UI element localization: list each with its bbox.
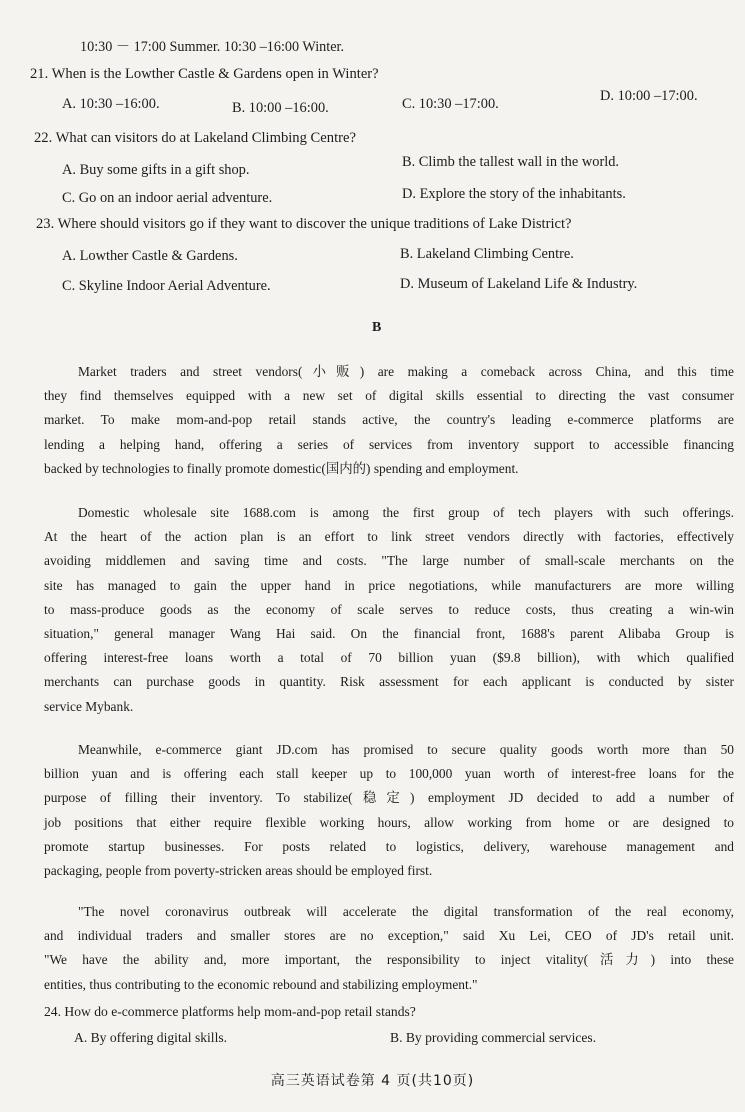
question-22-stem: 22. What can visitors do at Lakeland Climbing Centre? <box>34 130 356 146</box>
passage-paragraph-3 <box>44 738 734 883</box>
page-footer: 高三英语试卷第 4 页(共10页) <box>270 1073 475 1089</box>
passage-paragraph-4 <box>44 900 734 997</box>
question-24-stem: 24. How do e-commerce platforms help mom-and-pop retail stands? <box>44 1004 416 1019</box>
question-21-option-c: C. 10:30 –17:00. <box>402 96 499 112</box>
passage-line: situation," general manager Wang Hai said. On the financial front, 1688's parent Alibaba Group is <box>44 626 734 642</box>
passage-line: merchants can purchase goods in quantity. Risk assessment for each applicant is conducted by sister <box>44 674 734 690</box>
passage-line: backed by technologies to finally promote domestic(国内的) spending and employment. <box>44 460 519 476</box>
passage-line: Domestic wholesale site 1688.com is among the first group of tech players with such offerings. <box>78 505 734 520</box>
passage-line: purpose of filling their inventory. To stabilize(稳定) employment JD decided to add a number of <box>44 790 734 806</box>
question-22-option-b: B. Climb the tallest wall in the world. <box>402 154 620 170</box>
passage-line: packaging, people from poverty-stricken areas should be employed first. <box>44 863 433 879</box>
question-23-option-c: C. Skyline Indoor Aerial Adventure. <box>62 278 271 294</box>
question-23-option-a: A. Lowther Castle & Gardens. <box>62 248 238 264</box>
question-21-option-a: A. 10:30 –16:00. <box>62 96 160 112</box>
passage-line: and individual traders and smaller stores are no exception," said Xu Lei, CEO of JD's retail unit. <box>44 928 734 944</box>
passage-line: Meanwhile, e-commerce giant JD.com has promised to secure quality goods worth more than 50 <box>78 742 734 757</box>
passage-line: "We have the ability and, more important, the responsibility to inject vitality(活力) into these <box>44 952 734 968</box>
passage-line: "The novel coronavirus outbreak will accelerate the digital transformation of the real economy, <box>78 904 734 919</box>
passage-paragraph-2 <box>44 501 734 719</box>
passage-line: avoiding middlemen and saving time and costs. "The large number of small-scale merchants on the <box>44 553 734 569</box>
opening-hours-line: 10:30 － 17:00 Summer. 10:30 –16:00 Winter. <box>80 39 344 55</box>
question-23-stem: 23. Where should visitors go if they want to discover the unique traditions of Lake District? <box>36 216 572 232</box>
question-23-option-b: B. Lakeland Climbing Centre. <box>400 246 574 262</box>
section-label: B <box>372 320 382 335</box>
passage-line: lending a helping hand, offering a series of services from inventory support to accessible financing <box>44 436 734 452</box>
question-24-option-a: A. By offering digital skills. <box>74 1030 228 1045</box>
question-24-option-b: B. By providing commercial services. <box>390 1030 597 1045</box>
passage-line: billion yuan and is offering each stall keeper up to 100,000 yuan worth of interest-free loans for the <box>44 766 734 782</box>
passage-line: market. To make mom-and-pop retail stands active, the country's leading e-commerce platforms are <box>44 412 734 428</box>
passage-line: promote startup businesses. For posts related to logistics, delivery, warehouse management and <box>44 838 734 854</box>
passage-line: site has managed to gain the upper hand in price negotiations, while manufacturers are more willing <box>44 577 734 593</box>
question-22-option-a: A. Buy some gifts in a gift shop. <box>62 162 250 178</box>
question-22-option-d: D. Explore the story of the inhabitants. <box>402 186 626 202</box>
question-21-stem: 21. When is the Lowther Castle & Gardens open in Winter? <box>30 66 379 82</box>
question-21-option-d: D. 10:00 –17:00. <box>600 88 698 104</box>
question-23-option-d: D. Museum of Lakeland Life & Industry. <box>400 276 638 292</box>
passage-line: service Mybank. <box>44 698 134 714</box>
passage-line: offering interest-free loans worth a total of 70 billion yuan ($9.8 billion), with which qualified <box>44 650 734 666</box>
passage-paragraph-1 <box>44 360 734 481</box>
passage-line: job positions that either require flexible working hours, allow working from home or are designed to <box>44 814 734 830</box>
passage-line: to mass-produce goods as the economy of scale serves to reduce costs, thus creating a win-win <box>44 601 734 617</box>
question-21-option-b: B. 10:00 –16:00. <box>232 100 329 116</box>
passage-line: they find themselves equipped with a new set of digital skills essential to directing the vast consumer <box>44 388 734 404</box>
question-22-option-c: C. Go on an indoor aerial adventure. <box>62 190 273 206</box>
passage-line: Market traders and street vendors(小贩) are making a comeback across China, and this time <box>78 364 734 379</box>
passage-line: entities, thus contributing to the economic rebound and stabilizing employment." <box>44 976 478 992</box>
passage-line: At the heart of the action plan is an effort to link street vendors directly with factories, effectively <box>44 529 734 545</box>
